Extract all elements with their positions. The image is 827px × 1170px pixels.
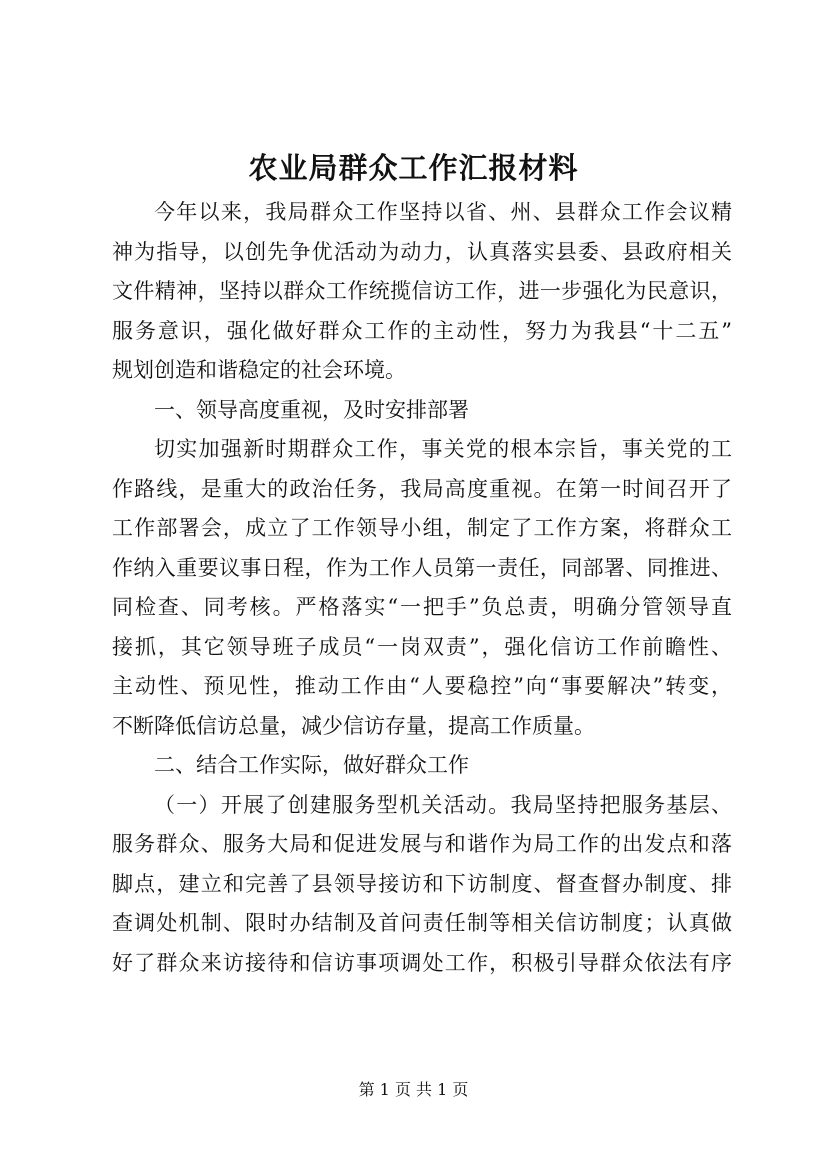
paragraph-line: 接抓，其它领导班子成员“一岗双责”，强化信访工作前瞻性、 xyxy=(112,634,732,659)
page-number-footer: 第 1 页 共 1 页 xyxy=(358,1080,469,1099)
paragraph-line: 查调处机制、限时办结制及首问责任制等相关信访制度；认真做 xyxy=(112,911,732,935)
section-heading: 一、领导高度重视，及时安排部署 xyxy=(154,397,469,422)
paragraph-line: 规划创造和谐稳定的社会环境。 xyxy=(112,358,406,382)
paragraph-line: 好了群众来访接待和信访事项调处工作，积极引导群众依法有序 xyxy=(112,950,732,975)
paragraph-line: 服务群众、服务大局和促进发展与和谐作为局工作的出发点和落 xyxy=(112,832,732,856)
paragraph-line: 神为指导，以创先争优活动为动力，认真落实县委、县政府相关 xyxy=(112,239,732,264)
paragraph-line: 工作部署会，成立了工作领导小组，制定了工作方案，将群众工 xyxy=(112,516,732,540)
paragraph-line: （一）开展了创建服务型机关活动。我局坚持把服务基层、 xyxy=(154,792,732,817)
paragraph-line: 脚点，建立和完善了县领导接访和下访制度、督查督办制度、排 xyxy=(112,871,732,896)
paragraph-line: 切实加强新时期群众工作，事关党的根本宗旨，事关党的工 xyxy=(154,437,732,461)
document-body xyxy=(112,193,732,983)
paragraph-line: 服务意识，强化做好群众工作的主动性，努力为我县“十二五” xyxy=(112,318,732,343)
paragraph-line: 作纳入重要议事日程，作为工作人员第一责任，同部署、同推进、 xyxy=(112,555,732,580)
paragraph-line: 主动性、预见性，推动工作由“人要稳控”向“事要解决”转变， xyxy=(112,674,732,698)
paragraph-line: 作路线，是重大的政治任务，我局高度重视。在第一时间召开了 xyxy=(112,476,732,501)
paragraph-line: 同检查、同考核。严格落实“一把手”负总责，明确分管领导直 xyxy=(112,595,732,619)
paragraph-line: 文件精神，坚持以群众工作统揽信访工作，进一步强化为民意识， xyxy=(112,279,732,303)
paragraph-line: 不断降低信访总量，减少信访存量，提高工作质量。 xyxy=(112,713,595,738)
section-heading: 二、结合工作实际，做好群众工作 xyxy=(154,753,469,777)
document-title: 农业局群众工作汇报材料 xyxy=(248,151,579,185)
paragraph-line: 今年以来，我局群众工作坚持以省、州、县群众工作会议精 xyxy=(154,200,732,224)
